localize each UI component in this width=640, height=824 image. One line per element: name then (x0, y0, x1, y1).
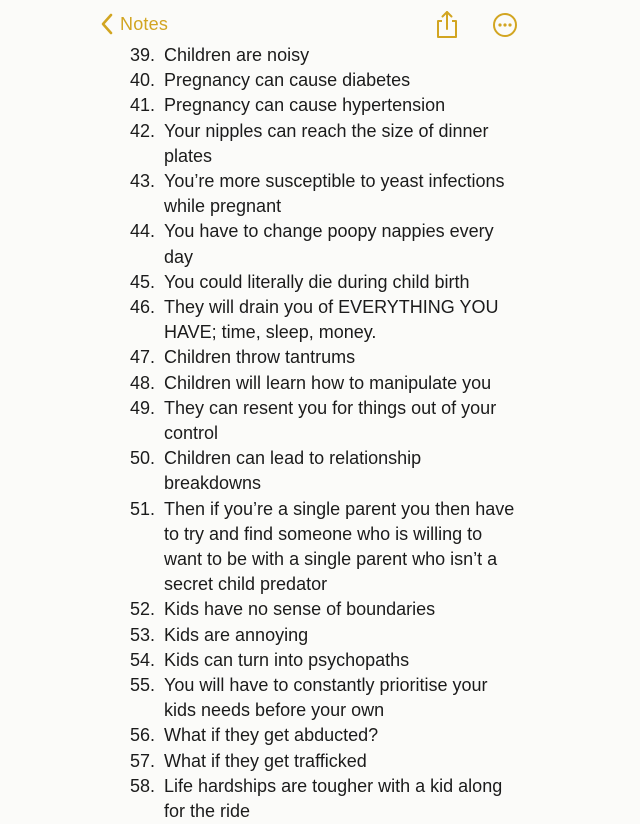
list-item-text: Pregnancy can cause diabetes (164, 70, 411, 91)
list-item (0, 345, 640, 370)
list-item-number: 57. (129, 750, 155, 771)
list-item-text: You’re more susceptible to yeast infections while pregnant (164, 171, 505, 217)
back-label: Notes (120, 13, 169, 34)
list-item (0, 169, 640, 219)
list-item-text: What if they get trafficked (164, 750, 367, 771)
list-item (0, 446, 640, 496)
list-item (0, 749, 640, 774)
list-item-number: 41. (129, 95, 155, 116)
list-item-number: 42. (129, 120, 155, 141)
list-item (0, 93, 640, 118)
list-item-text: Then if you’re a single parent you then have to try and find someone who is willing to want to be with a single parent who isn’t a secret child predator (164, 498, 515, 595)
list-item-text: Pregnancy can cause hypertension (164, 95, 446, 116)
list-item (0, 270, 640, 295)
list-item-number: 52. (129, 599, 155, 620)
list-item-text: What if they get abducted? (164, 725, 379, 746)
list-item (0, 673, 640, 723)
list-item-number: 51. (129, 498, 155, 519)
list-item-text: Children will learn how to manipulate you (164, 372, 492, 393)
list-item-text: You could literally die during child birth (164, 271, 470, 292)
note-body-list (0, 43, 640, 824)
navigation-bar (0, 0, 640, 48)
list-item-number: 56. (129, 725, 155, 746)
list-item-text: They will drain you of EVERYTHING YOU HAVE; time, sleep, money. (164, 297, 499, 343)
list-item-text: You will have to constantly prioritise your kids needs before your own (164, 675, 488, 721)
chevron-left-icon (100, 13, 114, 35)
list-item-number: 40. (129, 70, 155, 91)
back-button[interactable] (100, 10, 168, 38)
list-item (0, 623, 640, 648)
list-item (0, 68, 640, 93)
list-item (0, 119, 640, 169)
share-button[interactable] (434, 10, 460, 40)
list-item-number: 55. (129, 675, 155, 696)
list-item-number: 45. (129, 271, 155, 292)
list-item-number: 54. (129, 649, 155, 670)
list-item (0, 774, 640, 824)
list-item-text: Children are noisy (164, 45, 310, 65)
list-item-number: 58. (129, 775, 155, 796)
list-item (0, 648, 640, 673)
share-icon (434, 27, 460, 44)
list-item-number: 47. (129, 347, 155, 368)
list-item (0, 597, 640, 622)
list-item (0, 219, 640, 269)
list-item-text: Life hardships are tougher with a kid along for the ride (164, 775, 503, 822)
list-item (0, 371, 640, 396)
more-button[interactable] (492, 12, 518, 38)
list-item-text: Children throw tantrums (164, 347, 356, 368)
list-item (0, 723, 640, 748)
list-item-number: 49. (129, 397, 155, 418)
list-item-number: 44. (129, 221, 155, 242)
list-item (0, 396, 640, 446)
list-item (0, 295, 640, 345)
list-item-text: Kids can turn into psychopaths (164, 649, 410, 670)
list-item-number: 43. (129, 171, 155, 192)
list-item-number: 39. (129, 45, 155, 65)
list-item-text: Your nipples can reach the size of dinner plates (164, 120, 489, 166)
list-item-number: 48. (129, 372, 155, 393)
list-item (0, 497, 640, 598)
more-ellipsis-icon (492, 25, 518, 42)
list-item-text: Children can lead to relationship breakdowns (164, 448, 422, 494)
list-item-text: Kids have no sense of boundaries (164, 599, 436, 620)
list-item-text: Kids are annoying (164, 624, 309, 645)
list-item-number: 50. (129, 448, 155, 469)
list-item-number: 53. (129, 624, 155, 645)
list-item (0, 43, 640, 68)
list-item-text: You have to change poopy nappies every day (164, 221, 494, 267)
list-item-number: 46. (129, 297, 155, 318)
list-item-text: They can resent you for things out of your control (164, 397, 497, 444)
